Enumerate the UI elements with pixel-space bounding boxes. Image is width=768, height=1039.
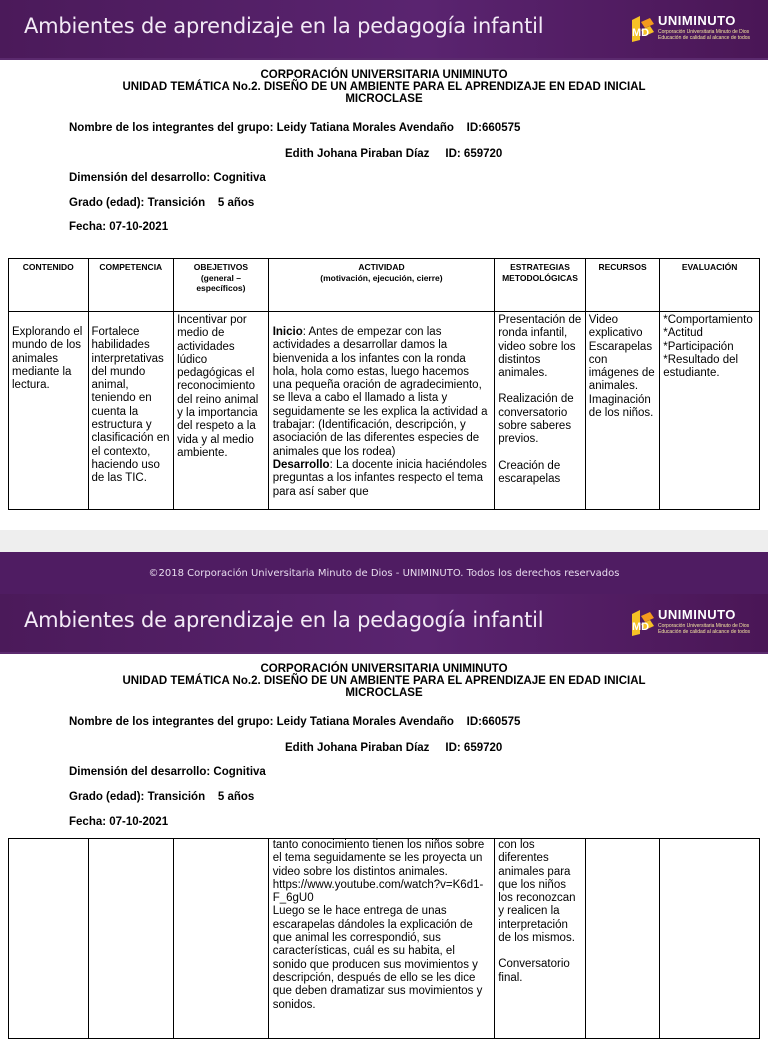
cell-recursos: Video explicativo Escarapelas con imágenes de animales. Imaginación de los niños. [585, 312, 659, 510]
grade-age: Grado (edad): Transición 5 años [69, 197, 255, 209]
col-evaluacion: EVALUACIÓN [660, 259, 760, 312]
copyright-text: ©2018 Corporación Universitaria Minuto de Dios - UNIMINUTO. Todos los derechos reservados [148, 568, 620, 579]
development-dimension: Dimensión del desarrollo: Cognitiva [69, 172, 266, 184]
lesson-plan-table-continued [8, 838, 760, 1039]
cell-actividad: Inicio: Antes de empezar con las actividades a desarrollar damos la bienvenida a los infantes con la ronda hola, hola como estas, luego hacemos una pequeña oración de agradecimiento, se lleva a cabo el llamado a lista y seguidamente se les explica la actividad a trabajar: (Identificación, descripción, y asociación de las diferentes especies de animales que los rodea) Desarrollo: La docente inicia haciéndoles preguntas a los infantes respecto el tema para así saber que [268, 312, 495, 510]
logo-name: UNIMINUTO [658, 13, 736, 28]
logo-mark-icon [630, 14, 656, 44]
table-header-row [9, 259, 760, 312]
col-competencia: COMPETENCIA [88, 259, 174, 312]
uniminuto-logo [630, 606, 750, 640]
doc-header: CORPORACIÓN UNIVERSITARIA UNIMINUTO UNIDAD TEMÁTICA No.2. DISEÑO DE UN AMBIENTE PARA EL APRENDIZAJE EN EDAD INICIAL MICROCLASE [122, 663, 646, 699]
col-recursos: RECURSOS [585, 259, 659, 312]
banner-underline [0, 652, 768, 654]
development-dimension: Dimensión del desarrollo: Cognitiva [69, 766, 266, 778]
logo-mark-icon [630, 608, 656, 638]
banner-title: Ambientes de aprendizaje en la pedagogía infantil [24, 14, 544, 38]
slide-gap [0, 530, 768, 552]
video-link: https://www.youtube.com/watch?v=K6d1-F_6gU0 [272, 878, 484, 905]
member-2: Edith Johana Piraban Díaz ID: 659720 [285, 148, 503, 160]
slide2-banner [0, 594, 768, 652]
banner-underline [0, 58, 768, 60]
table-row [9, 312, 760, 510]
cell-recursos [585, 839, 659, 1039]
cell-evaluacion [660, 839, 760, 1039]
group-members: Nombre de los integrantes del grupo: Leidy Tatiana Morales Avendaño ID:660575 [69, 716, 521, 728]
cell-objetivos: Incentivar por medio de actividades lúdico pedagógicas el reconocimiento del reino animal y la importancia del respeto a la vida y al medio ambiente. [174, 312, 269, 510]
cell-contenido: Explorando el mundo de los animales mediante la lectura. [9, 312, 89, 510]
cell-evaluacion: *Comportamiento *Actitud *Participación *Resultado del estudiante. [660, 312, 760, 510]
lesson-plan-table [8, 258, 760, 510]
cell-objetivos [174, 839, 269, 1039]
cell-competencia: Fortalece habilidades interpretativas del mundo animal, teniendo en cuenta la estructura y clasificación en el contexto, haciendo uso de las TIC. [88, 312, 174, 510]
svg-text:MD: MD [632, 621, 650, 633]
logo-subtitle: Corporación Universitaria Minuto de Dios Educación de calidad al alcance de todos [658, 29, 751, 41]
logo-name: UNIMINUTO [658, 607, 736, 622]
member-2: Edith Johana Piraban Díaz ID: 659720 [285, 742, 503, 754]
slide1-footer [0, 552, 768, 594]
group-members: Nombre de los integrantes del grupo: Leidy Tatiana Morales Avendaño ID:660575 [69, 122, 521, 134]
date: Fecha: 07-10-2021 [69, 221, 169, 233]
uniminuto-logo [630, 12, 750, 46]
cell-estrategias: con los diferentes animales para que los niños los reconozcan y realicen la interpretación de los mismos. Conversatorio final. [495, 839, 586, 1039]
cell-actividad: tanto conocimiento tienen los niños sobre el tema seguidamente se les proyecta un video sobre los distintos animales. https://www.youtube.com/watch?v=K6d1-F_6gU0 Luego se le hace entrega de unas escarapelas dándoles la explicación de que animal les correspondió, sus características, cuál es su habita, el sonido que producen sus movimientos y descripción, después de ello se les dice que deben dramatizar sus movimientos y sonidos. [268, 839, 495, 1039]
cell-estrategias: Presentación de ronda infantil, video sobre los distintos animales. Realización de conversatorio sobre saberes previos. Creación de escarapelas [495, 312, 586, 510]
logo-subtitle: Corporación Universitaria Minuto de Dios Educación de calidad al alcance de todos [658, 623, 751, 635]
col-contenido: CONTENIDO [9, 259, 89, 312]
svg-text:MD: MD [632, 27, 650, 39]
col-objetivos: OBEJETIVOS (general – específicos) [174, 259, 269, 312]
cell-contenido [9, 839, 89, 1039]
date: Fecha: 07-10-2021 [69, 816, 169, 828]
grade-age: Grado (edad): Transición 5 años [69, 791, 255, 803]
col-actividad: ACTIVIDAD (motivación, ejecución, cierre) [268, 259, 495, 312]
slide1-banner [0, 0, 768, 58]
col-estrategias: ESTRATEGIAS METODOLÓGICAS [495, 259, 586, 312]
doc-header: CORPORACIÓN UNIVERSITARIA UNIMINUTO UNIDAD TEMÁTICA No.2. DISEÑO DE UN AMBIENTE PARA EL APRENDIZAJE EN EDAD INICIAL MICROCLASE [122, 69, 646, 105]
table-row [9, 839, 760, 1039]
banner-title: Ambientes de aprendizaje en la pedagogía infantil [24, 608, 544, 632]
cell-competencia [88, 839, 174, 1039]
